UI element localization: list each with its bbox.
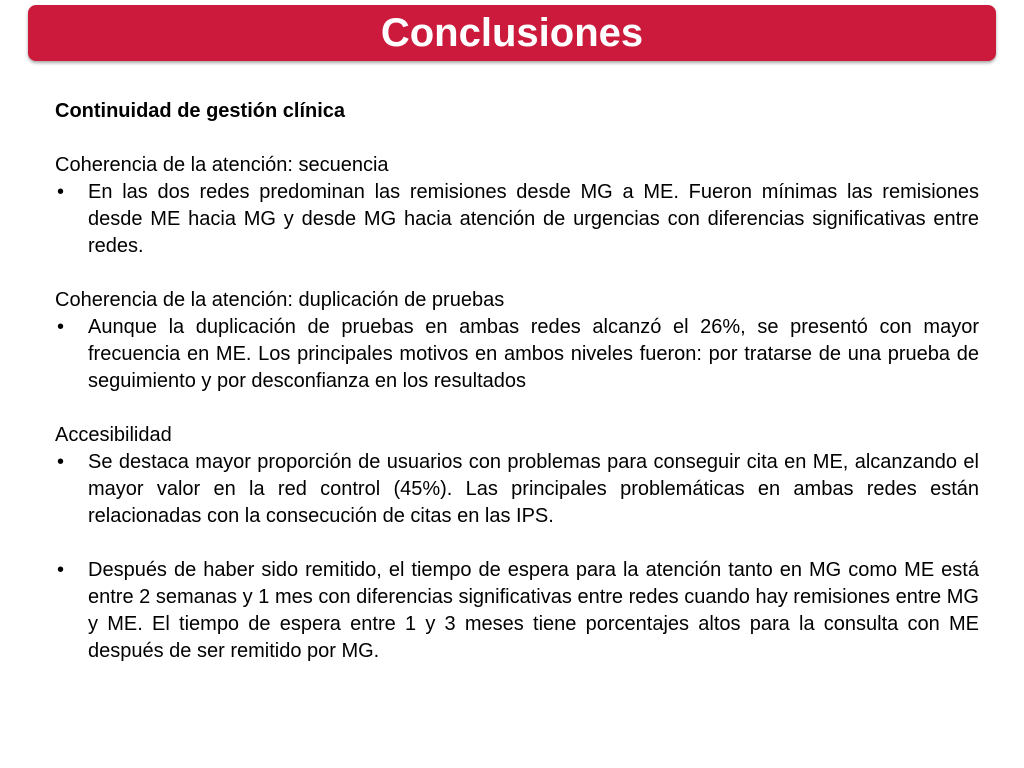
bullet-accesibilidad-citas: [55, 449, 979, 530]
heading-secuencia: Coherencia de la atención: secuencia: [55, 154, 389, 176]
bullet-text: Después de haber sido remitido, el tiempo de espera para la atención tanto en MG como ME está entre 2 semanas y 1 mes con diferencias significativas entre redes cuando hay remisiones entre MG y ME. El tiempo de espera entre 1 y 3 meses tiene porcentajes altos para la consulta con ME después de ser remitido por MG.: [88, 559, 979, 662]
bullet-secuencia: [55, 179, 979, 260]
page-title: Conclusiones: [380, 11, 644, 55]
section-subtitle: Continuidad de gestión clínica: [55, 100, 346, 122]
bullet-symbol: •: [57, 451, 65, 473]
slide-content: [55, 98, 979, 665]
heading-accesibilidad: Accesibilidad: [55, 424, 172, 446]
bullet-duplicacion: [55, 314, 979, 395]
bullet-text: Se destaca mayor proporción de usuarios con problemas para conseguir cita en ME, alcanzando el mayor valor en la red control (45%). Las principales problemáticas en ambas redes están relacionadas con la consecución de citas en las IPS.: [88, 451, 979, 527]
bullet-symbol: •: [57, 316, 65, 338]
heading-duplicacion: Coherencia de la atención: duplicación de pruebas: [55, 289, 505, 311]
bullet-symbol: •: [57, 559, 65, 581]
bullet-accesibilidad-espera: [55, 557, 979, 665]
bullet-symbol: •: [57, 181, 65, 203]
title-banner: [28, 5, 996, 61]
bullet-text: En las dos redes predominan las remisiones desde MG a ME. Fueron mínimas las remisiones desde ME hacia MG y desde MG hacia atención de urgencias con diferencias significativas entre redes.: [88, 181, 979, 257]
bullet-text: Aunque la duplicación de pruebas en ambas redes alcanzó el 26%, se presentó con mayor frecuencia en ME. Los principales motivos en ambos niveles fueron: por tratarse de una prueba de seguimiento y por desconfianza en los resultados: [88, 316, 979, 392]
